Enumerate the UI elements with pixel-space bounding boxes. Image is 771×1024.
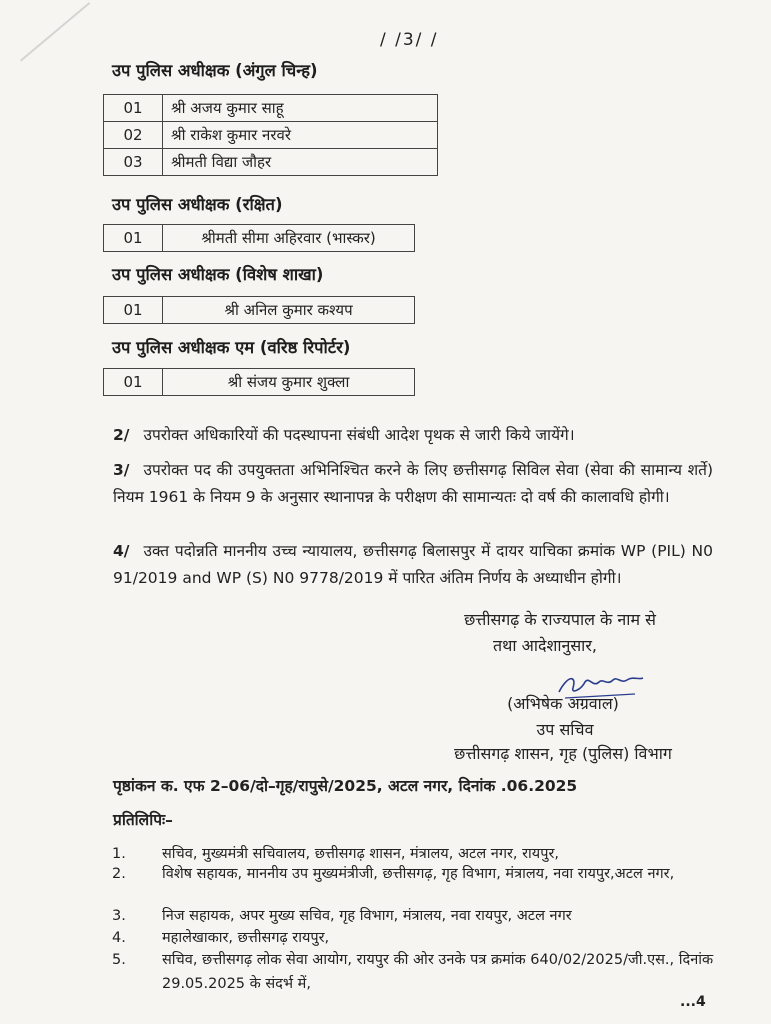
list-number: 2. [112, 866, 126, 882]
officer-table-rakshit [103, 224, 415, 252]
list-number: 5. [112, 952, 126, 968]
paragraph-text: उपरोक्त पद की उपयुक्तता अभिनिश्चित करने के लिए छत्तीसगढ़ सिविल सेवा (सेवा की सामान्य शर्ते) नियम 1961 के नियम 9 के अनुसार स्थानापन्न के परीक्षण की सामान्यतः दो वर्ष की कालावधि होगी। [113, 461, 713, 506]
copy-heading: प्रतिलिपिः– [113, 811, 173, 829]
table-row [104, 297, 415, 324]
list-number: 3. [112, 908, 126, 924]
table-row [104, 369, 415, 396]
serial-number: 01 [104, 95, 163, 122]
endorsement-line: पृष्ठांकन क. एफ 2–06/दो–गृह/रापुसे/2025, अटल नगर, दिनांक .06.2025 [113, 777, 578, 795]
next-page-marker: ...4 [680, 994, 706, 1010]
paragraph-text: उपरोक्त अधिकारियों की पदस्थापना संबंधी आदेश पृथक से जारी किये जायेंगे। [143, 426, 575, 444]
serial-number: 01 [104, 297, 163, 324]
list-number: 1. [112, 846, 126, 862]
table-row [104, 149, 438, 176]
officer-name: श्री अनिल कुमार कश्यप [163, 297, 415, 324]
officer-table-angul [103, 94, 438, 176]
table-row [104, 225, 415, 252]
list-text: सचिव, छत्तीसगढ़ लोक सेवा आयोग, रायपुर की ओर उनके पत्र क्रमांक 640/02/2025/जी.एस., दिनांक 29.05.2025 के संदर्भ में, [162, 952, 714, 992]
list-text: विशेष सहायक, माननीय उप मुख्यमंत्रीजी, छत्तीसगढ़, गृह विभाग, मंत्रालय, नवा रायपुर,अटल नगर, [162, 866, 675, 882]
signatory-designation: उप सचिव [536, 720, 594, 739]
serial-number: 01 [104, 369, 163, 396]
officer-name: श्री संजय कुमार शुक्ला [163, 369, 415, 396]
section-heading-senior-reporter: उप पुलिस अधीक्षक एम (वरिष्ठ रिपोर्टर) [112, 338, 351, 357]
paragraph-number: 2/ [113, 426, 130, 444]
section-heading-angul: उप पुलिस अधीक्षक (अंगुल चिन्ह) [112, 61, 318, 80]
officer-name: श्रीमती सीमा अहिरवार (भास्कर) [163, 225, 415, 252]
officer-name: श्रीमती विद्या जौहर [163, 149, 438, 176]
paragraph-number: 4/ [113, 542, 130, 560]
list-text: महालेखाकार, छत्तीसगढ़ रायपुर, [162, 930, 330, 946]
paragraph-2 [113, 422, 713, 449]
paragraph-number: 3/ [113, 461, 130, 479]
section-heading-rakshit: उप पुलिस अधीक्षक (रक्षित) [112, 195, 283, 214]
signature-line-1: छत्तीसगढ़ के राज्यपाल के नाम से [464, 610, 656, 629]
signatory-department: छत्तीसगढ़ शासन, गृह (पुलिस) विभाग [454, 744, 672, 763]
paragraph-3 [113, 457, 713, 511]
signature-line-2: तथा आदेशानुसार, [493, 636, 597, 655]
page-number: / /3/ / [380, 30, 439, 50]
section-heading-vishesh-shakha: उप पुलिस अधीक्षक (विशेष शाखा) [112, 265, 324, 284]
officer-name: श्री राकेश कुमार नरवरे [163, 122, 438, 149]
officer-table-senior-reporter [103, 368, 415, 396]
officer-name: श्री अजय कुमार साहू [163, 95, 438, 122]
table-row [104, 122, 438, 149]
serial-number: 01 [104, 225, 163, 252]
list-number: 4. [112, 930, 126, 946]
paragraph-4 [113, 538, 713, 592]
list-text: सचिव, मुख्यमंत्री सचिवालय, छत्तीसगढ़ शासन, मंत्रालय, अटल नगर, रायपुर, [162, 846, 559, 862]
serial-number: 02 [104, 122, 163, 149]
officer-table-vishesh-shakha [103, 296, 415, 324]
signatory-name: (अभिषेक अग्रवाल) [507, 694, 619, 713]
scan-artifact-line [20, 2, 90, 61]
table-row [104, 95, 438, 122]
serial-number: 03 [104, 149, 163, 176]
paragraph-text: उक्त पदोन्नति माननीय उच्च न्यायालय, छत्तीसगढ़ बिलासपुर में दायर याचिका क्रमांक WP (PIL) N0 91/2019 and WP (S) N0 9778/2019 में पारित अंतिम निर्णय के अध्याधीन होगी। [113, 542, 713, 587]
list-text: निज सहायक, अपर मुख्य सचिव, गृह विभाग, मंत्रालय, नवा रायपुर, अटल नगर [162, 908, 572, 924]
